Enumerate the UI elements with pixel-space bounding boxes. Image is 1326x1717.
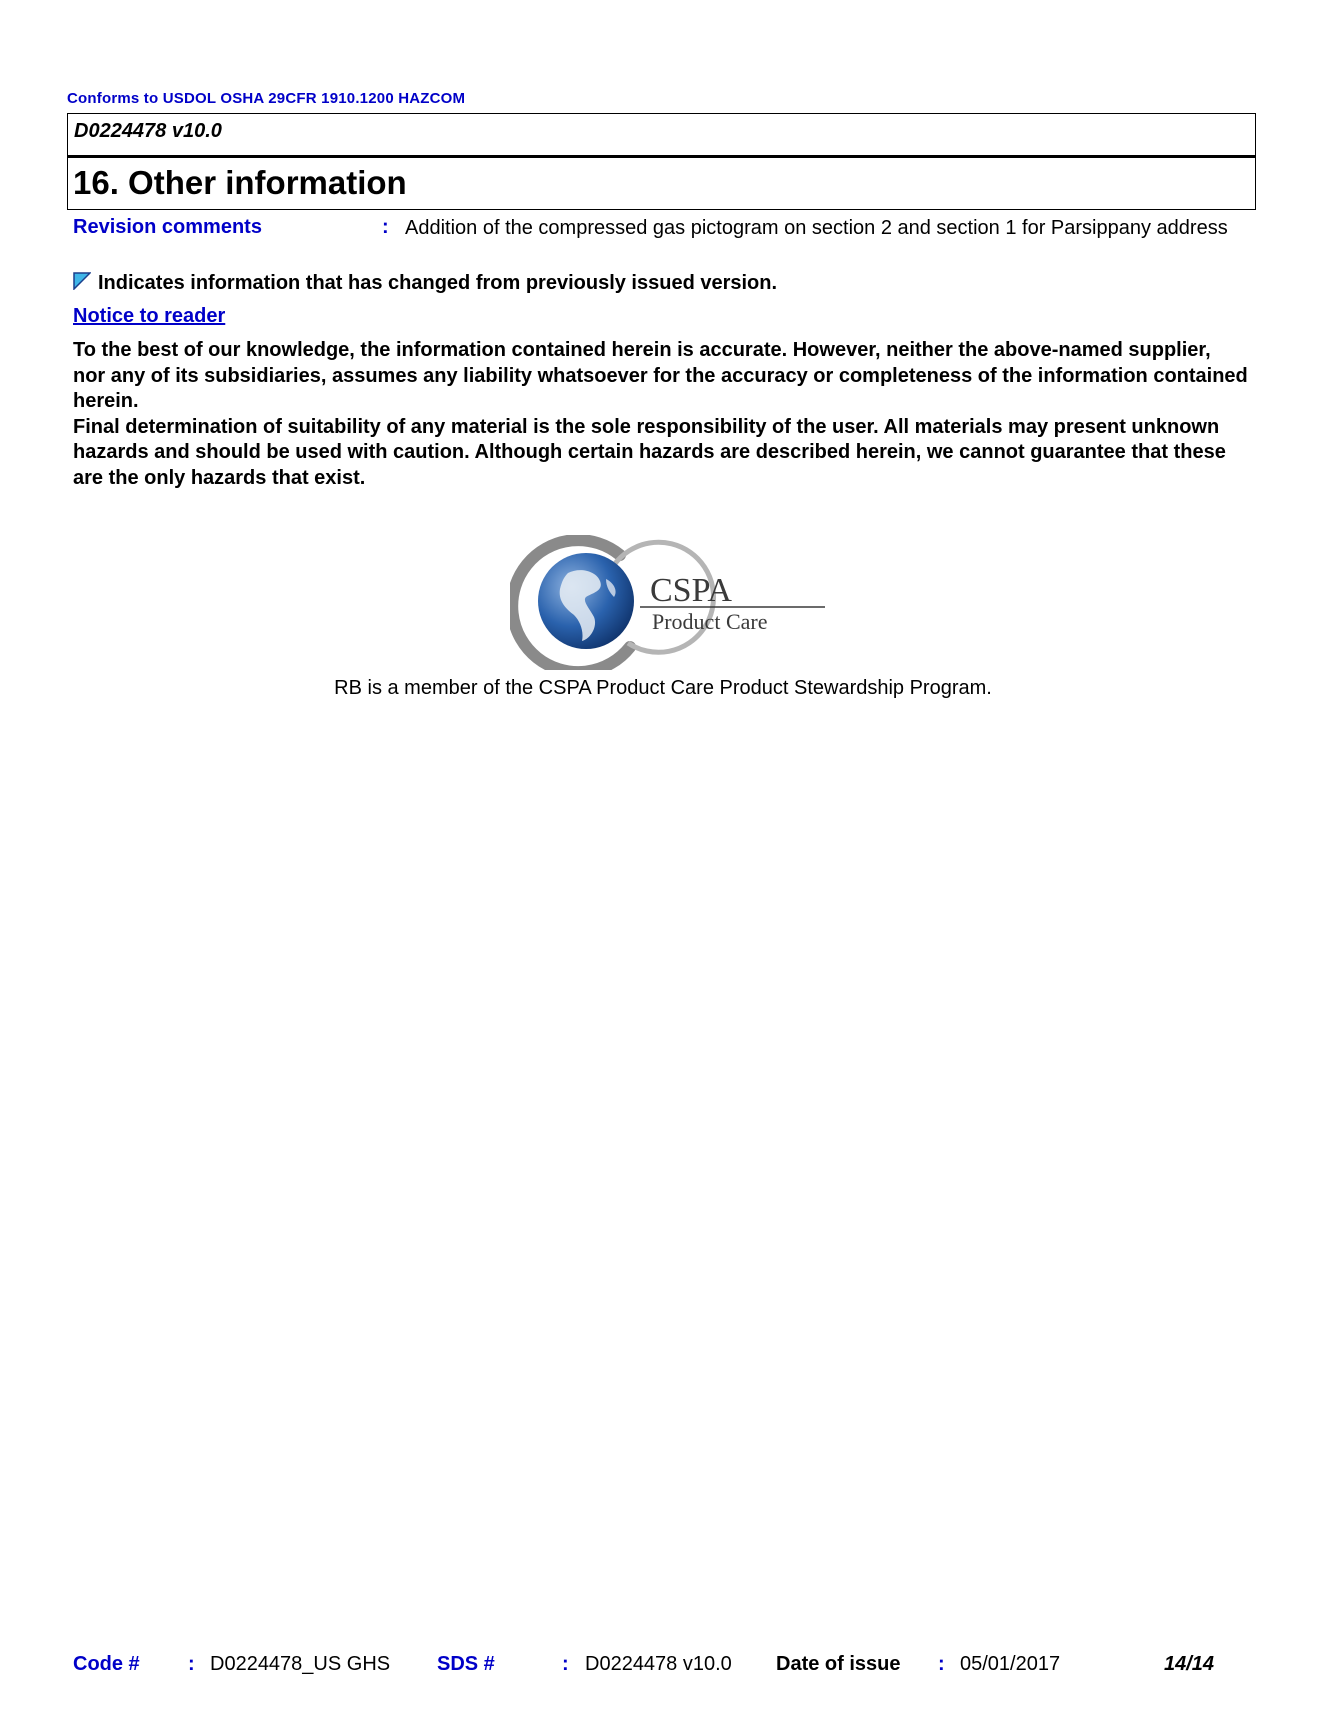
notice-paragraph-1: To the best of our knowledge, the information contained herein is accurate. However, neither the above-named supplier, nor any of its subsidiaries, assumes any liability whatsoever for the accuracy or completeness of the information contained herein.	[73, 339, 1248, 412]
conforms-line: Conforms to USDOL OSHA 29CFR 1910.1200 HAZCOM	[67, 90, 466, 107]
footer-date-value: 05/01/2017	[960, 1653, 1061, 1675]
logo-caption: RB is a member of the CSPA Product Care Product Stewardship Program.	[334, 677, 992, 699]
section-title: 16. Other information	[73, 164, 407, 201]
footer-code-colon: :	[188, 1653, 195, 1675]
section-divider	[68, 155, 1255, 158]
changed-note: Indicates information that has changed from previously issued version.	[98, 272, 778, 294]
footer-sds-colon: :	[562, 1653, 569, 1675]
changed-marker-icon	[73, 272, 91, 290]
logo-tagline: Product Care	[652, 609, 768, 634]
footer-date-label: Date of issue	[776, 1653, 901, 1675]
logo-name: CSPA	[650, 572, 732, 609]
notice-paragraph-2: Final determination of suitability of any material is the sole responsibility of the user. All materials may present unknown hazards and should be used with caution. Although certain hazards are described herein, we cannot guarantee that these are the only hazards that exist.	[73, 415, 1226, 489]
section-header-box	[67, 113, 1256, 210]
revision-colon: :	[382, 216, 389, 238]
revision-comments-label: Revision comments	[73, 216, 262, 238]
cspa-logo	[510, 535, 825, 670]
footer-page-number: 14/14	[1164, 1653, 1215, 1675]
footer-code-value: D0224478_US GHS	[210, 1653, 391, 1675]
footer-code-label: Code #	[73, 1653, 140, 1675]
revision-comments-value: Addition of the compressed gas pictogram on section 2 and section 1 for Parsippany address	[405, 217, 1228, 239]
document-id: D0224478 v10.0	[74, 120, 222, 142]
notice-to-reader-link[interactable]: Notice to reader	[73, 305, 226, 327]
footer-sds-label: SDS #	[437, 1653, 495, 1675]
footer-date-colon: :	[938, 1653, 945, 1675]
notice-body	[73, 338, 1248, 491]
footer-sds-value: D0224478 v10.0	[585, 1653, 732, 1675]
